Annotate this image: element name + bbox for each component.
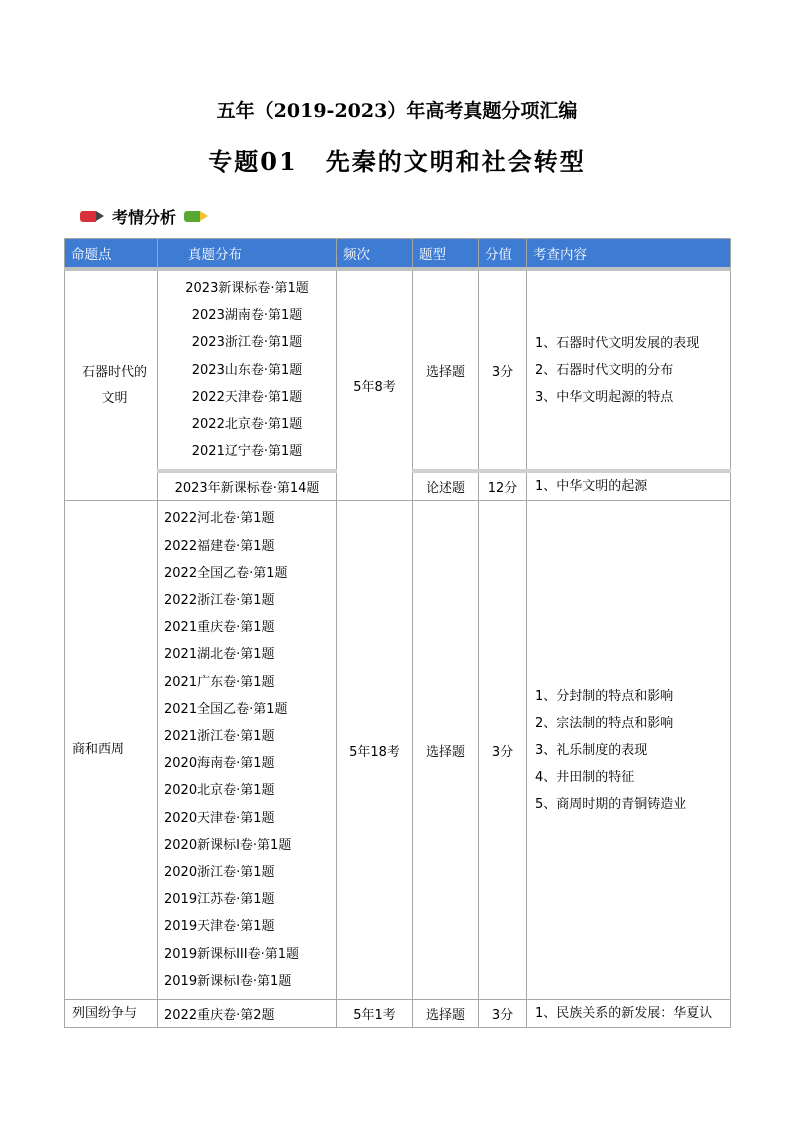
frequency-cell: 5年1考 [337, 1000, 413, 1028]
frequency-cell: 5年8考 [337, 269, 413, 501]
pencil-icon [184, 211, 208, 222]
paper-item: 2023年新课标卷·第14题 [174, 481, 320, 497]
paper-item: 2020天津卷·第1题 [164, 810, 275, 826]
table-row [65, 1000, 731, 1028]
content-item: 1、民族关系的新发展：华夏认 [535, 1006, 713, 1022]
content-item: 3、中华文明起源的特点 [535, 389, 674, 405]
score-cell: 12分 [479, 471, 527, 501]
papers-cell [158, 501, 337, 1000]
content-item: 1、中华文明的起源 [535, 479, 648, 495]
content-item: 2、宗法制的特点和影响 [535, 715, 674, 731]
content-item: 4、井田制的特征 [535, 769, 635, 785]
paper-item: 2021广东卷·第1题 [164, 674, 275, 690]
type-cell: 论述题 [413, 471, 479, 501]
paper-item: 2023湖南卷·第1题 [191, 308, 303, 324]
papers-cell [158, 1000, 337, 1028]
paper-item: 2022浙江卷·第1题 [164, 593, 275, 609]
table-row [65, 269, 731, 471]
paper-item: 2023浙江卷·第1题 [191, 335, 303, 351]
papers-cell [158, 471, 337, 501]
paper-item: 2021浙江卷·第1题 [164, 729, 275, 745]
document-title: 五年（2019-2023）年高考真题分项汇编 [216, 100, 578, 122]
topic-cell: 石器时代的 文明 [65, 269, 158, 501]
paper-item: 2020浙江卷·第1题 [164, 865, 275, 881]
paper-item: 2020新课标I卷·第1题 [164, 837, 292, 853]
section-heading: 考情分析 [112, 207, 177, 227]
score-cell: 3分 [479, 269, 527, 471]
paper-item: 2022全国乙卷·第1题 [164, 565, 288, 581]
paper-item: 2019天津卷·第1题 [164, 919, 275, 935]
content-cell [527, 501, 731, 1000]
exam-analysis-table [64, 238, 731, 1028]
topic-title [0, 142, 794, 177]
content-item: 2、石器时代文明的分布 [535, 362, 674, 378]
column-header: 题型 [413, 239, 479, 270]
content-item: 5、商周时期的青铜铸造业 [535, 796, 687, 812]
column-header: 分值 [479, 239, 527, 270]
column-header: 命题点 [65, 239, 158, 270]
topic-cell: 列国纷争与 [65, 1000, 158, 1028]
paper-item: 2023山东卷·第1题 [191, 362, 303, 378]
content-item: 1、分封制的特点和影响 [535, 688, 674, 704]
paper-item: 2021全国乙卷·第1题 [164, 701, 288, 717]
frequency-cell: 5年18考 [337, 501, 413, 1000]
content-cell [527, 471, 731, 501]
table-row [65, 501, 731, 1000]
papers-cell [158, 269, 337, 471]
score-cell: 3分 [479, 1000, 527, 1028]
table-header-row [65, 239, 731, 270]
paper-item: 2022河北卷·第1题 [164, 511, 275, 527]
paper-item: 2019新课标III卷·第1题 [164, 946, 299, 962]
content-cell [527, 1000, 731, 1028]
column-header: 频次 [337, 239, 413, 270]
paper-item: 2021重庆卷·第1题 [164, 620, 275, 636]
paper-item: 2022重庆卷·第2题 [164, 1008, 275, 1024]
topic-name: 先秦的文明和社会转型 [325, 147, 586, 176]
paper-item: 2020海南卷·第1题 [164, 756, 275, 772]
type-cell: 选择题 [413, 1000, 479, 1028]
content-item: 3、礼乐制度的表现 [535, 742, 648, 758]
topic-number: 专题01 [208, 147, 298, 176]
paper-item: 2022北京卷·第1题 [191, 417, 303, 433]
paper-item: 2022天津卷·第1题 [191, 389, 303, 405]
paper-item: 2019新课标I卷·第1题 [164, 973, 292, 989]
topic-cell: 商和西周 [65, 501, 158, 1000]
paper-item: 2021辽宁卷·第1题 [191, 444, 303, 460]
section-header [80, 205, 208, 227]
type-cell: 选择题 [413, 269, 479, 471]
column-header: 考查内容 [527, 239, 731, 270]
paper-item: 2023新课标卷·第1题 [185, 281, 309, 296]
paper-item: 2022福建卷·第1题 [164, 538, 275, 554]
paper-item: 2021湖北卷·第1题 [164, 647, 275, 663]
type-cell: 选择题 [413, 501, 479, 1000]
column-header: 真题分布 [158, 239, 337, 270]
content-cell [527, 269, 731, 471]
score-cell: 3分 [479, 501, 527, 1000]
paper-item: 2020北京卷·第1题 [164, 783, 275, 799]
paper-item: 2019江苏卷·第1题 [164, 892, 275, 908]
pencil-icon [80, 211, 104, 222]
content-item: 1、石器时代文明发展的表现 [535, 335, 700, 351]
